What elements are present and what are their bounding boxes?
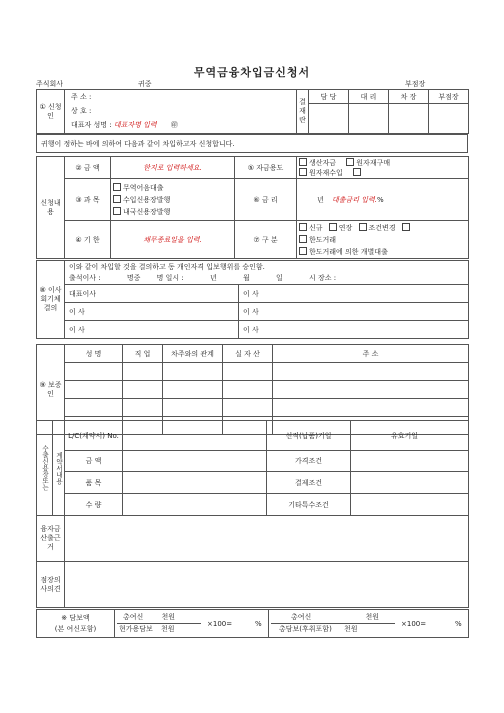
type-option-2: 연장 — [338, 223, 353, 232]
approval-col-3: 차 장 — [389, 90, 429, 104]
attendance-month: 월 — [242, 273, 250, 282]
collateral-ratio-1[interactable] — [115, 610, 269, 638]
rate-value: 대출금리 입력. — [332, 195, 378, 204]
guarantor-cell[interactable] — [163, 381, 223, 399]
guarantor-cell[interactable] — [223, 363, 273, 381]
guarantor-cell[interactable] — [223, 399, 273, 417]
guarantor-col-assets: 실 자 산 — [223, 345, 273, 363]
subject-option-2: 수입신용장발행 — [123, 195, 171, 204]
guarantor-cell[interactable] — [123, 381, 163, 399]
collateral-table — [36, 609, 469, 638]
unit-2: 천원 — [161, 625, 175, 633]
shipping-date-label: 선적(납품)기일 — [267, 421, 351, 451]
special-terms-label: 기타특수조건 — [267, 494, 351, 516]
lc-number-label: L/C(계약서) No. — [65, 421, 123, 451]
board-row-1-left[interactable]: 대표이사 — [65, 285, 239, 303]
amount-label: ② 금 액 — [65, 157, 111, 179]
company-prefix: 주식회사 — [36, 80, 64, 88]
approval-sign-1[interactable] — [309, 104, 349, 134]
attendance-line — [69, 273, 466, 284]
rate-suffix: % — [377, 195, 384, 204]
export-amount-label: 금 액 — [65, 451, 123, 472]
guarantor-col-job: 직 업 — [123, 345, 163, 363]
guarantor-cell[interactable] — [65, 363, 123, 381]
export-table — [36, 420, 469, 516]
collateral-ratio-2[interactable] — [269, 610, 469, 638]
guarantor-cell[interactable] — [273, 399, 469, 417]
basis-label: 융자금산출근거 — [37, 516, 65, 562]
company-name-label: 상 호 : — [71, 106, 92, 115]
guarantor-cell[interactable] — [163, 363, 223, 381]
rate-prefix: 년 — [317, 195, 324, 204]
attendance-year: 년 — [209, 273, 217, 282]
purpose-options — [297, 157, 469, 179]
type-checkbox-3[interactable] — [359, 223, 367, 231]
special-terms-value[interactable] — [351, 494, 469, 516]
type-checkbox-6[interactable] — [299, 247, 307, 255]
attendance-day: 일 — [275, 273, 283, 282]
guarantor-cell[interactable] — [65, 381, 123, 399]
guarantor-cell[interactable] — [123, 363, 163, 381]
unit-3: 천원 — [365, 613, 380, 621]
subject-label: ③ 과 목 — [65, 179, 111, 221]
request-text: 귀행이 정하는 바에 의하여 다음과 같이 차입하고자 신청합니다. — [37, 135, 468, 153]
type-checkbox-5[interactable] — [299, 235, 307, 243]
purpose-checkbox-1[interactable] — [299, 158, 307, 166]
subject-checkbox-2[interactable] — [113, 195, 121, 203]
seal-mark: ㊞ — [170, 121, 178, 130]
subject-options — [111, 179, 235, 221]
type-option-1: 신규 — [309, 223, 323, 232]
guarantor-cell[interactable] — [273, 363, 469, 381]
collateral-label-1: ※ 담보액 — [61, 613, 90, 622]
company-name-field[interactable] — [65, 104, 297, 118]
board-row-3-right[interactable]: 이 사 — [239, 321, 469, 339]
price-terms-label: 가격조건 — [267, 451, 351, 472]
request-row — [36, 134, 468, 153]
loan-section-label: 신청내용 — [37, 157, 65, 259]
approval-sign-3[interactable] — [389, 104, 429, 134]
total-credit-label: 총여신 — [123, 613, 144, 621]
approval-label: 결재란 — [297, 90, 309, 134]
attendance-label: 출석이사 : — [69, 273, 101, 282]
formula-1: ×100= — [207, 620, 233, 628]
guarantor-cell[interactable] — [163, 399, 223, 417]
payment-terms-label: 결제조건 — [267, 472, 351, 494]
approval-col-2: 대 리 — [349, 90, 389, 104]
attendance-date-label: 명 일시 : — [156, 273, 184, 282]
rep-label: 대표자 성명 : — [71, 121, 112, 130]
subject-option-3: 내국신용장발행 — [123, 207, 171, 216]
unit-4: 천원 — [344, 625, 358, 633]
purpose-checkbox-2[interactable] — [346, 158, 354, 166]
export-amount-value[interactable] — [123, 451, 267, 472]
loan-table — [36, 156, 469, 259]
purpose-label: ⑤ 자금용도 — [235, 157, 297, 179]
period-value[interactable]: 채무종료일을 입력. — [111, 221, 235, 259]
total-collateral-label: 총담보(후취포함) — [279, 625, 332, 633]
guarantor-cell[interactable] — [65, 399, 123, 417]
export-qty-value[interactable] — [123, 494, 267, 516]
type-option-5: 한도거래에 의한 개별대출 — [309, 247, 388, 256]
export-item-value[interactable] — [123, 472, 267, 494]
recipient-label: 귀중 — [138, 80, 152, 88]
percent-1: % — [255, 620, 262, 628]
price-terms-value[interactable] — [351, 451, 469, 472]
rep-value: 대표자명 입력 — [113, 121, 157, 130]
guarantor-row — [37, 399, 469, 417]
board-row-3-left[interactable]: 이 사 — [65, 321, 239, 339]
guarantor-cell[interactable] — [223, 381, 273, 399]
board-row-1-right[interactable]: 이 사 — [239, 285, 469, 303]
export-item-label: 품 목 — [65, 472, 123, 494]
validity-label: 유효기일 — [391, 431, 419, 440]
manager-label: 부점장 — [405, 80, 426, 88]
subject-option-1: 무역어음대출 — [123, 183, 164, 192]
subject-checkbox-1[interactable] — [113, 183, 121, 191]
purpose-option-1: 생산자금 — [309, 158, 337, 167]
type-checkbox-4[interactable] — [402, 223, 410, 231]
resolution-text: 이와 같이 차입할 것을 결의하고 동 개인자격 입보행위를 승인함. — [69, 262, 265, 271]
board-table — [36, 260, 469, 339]
purpose-checkbox-4[interactable] — [353, 168, 361, 176]
basis-value[interactable] — [65, 516, 469, 562]
period-label: ④ 기 한 — [65, 221, 111, 259]
type-options — [297, 221, 469, 259]
current-collateral-label: 현가용담보 — [119, 625, 153, 633]
lc-number-value[interactable] — [123, 421, 267, 451]
purpose-checkbox-3[interactable] — [299, 168, 307, 176]
payment-terms-value[interactable] — [351, 472, 469, 494]
attendance-count: 명중 — [126, 273, 141, 282]
unit-1: 천원 — [161, 613, 176, 621]
purpose-option-3: 원자재수입 — [309, 168, 343, 177]
type-option-3: 조건변경 — [368, 223, 396, 232]
guarantor-cell[interactable] — [273, 381, 469, 399]
board-row-2-left[interactable]: 이 사 — [65, 303, 239, 321]
type-checkbox-2[interactable] — [329, 223, 337, 231]
amount-value[interactable]: 한지로 입력하세요. — [111, 157, 235, 179]
total-credit-label-2: 총여신 — [291, 613, 312, 621]
collateral-label — [37, 610, 115, 638]
rate-field[interactable] — [297, 179, 469, 221]
approval-sign-4[interactable] — [429, 104, 469, 134]
purpose-option-2: 원자재구매 — [356, 158, 391, 167]
collateral-label-2: (본 여신포함) — [54, 624, 97, 633]
export-qty-label: 수 량 — [65, 494, 123, 516]
validity-cell[interactable] — [351, 421, 469, 451]
guarantor-col-name: 성 명 — [65, 345, 123, 363]
basis-table — [36, 515, 469, 608]
board-section-label: ⑧ 이사회기체결의 — [37, 261, 65, 339]
percent-2: % — [455, 620, 462, 628]
guarantor-row — [37, 381, 469, 399]
guarantor-section-label: ⑨ 보증인 — [37, 345, 65, 435]
guarantor-row — [37, 363, 469, 381]
guarantor-col-relation: 차주와의 관계 — [163, 345, 223, 363]
address-field[interactable] — [65, 90, 297, 104]
export-sub-label: 계약서내용 — [53, 421, 65, 516]
formula-2: ×100= — [401, 620, 427, 628]
type-label: ⑦ 구 분 — [235, 221, 297, 259]
approval-col-1: 담 당 — [309, 90, 349, 104]
guarantor-col-address: 주 소 — [273, 345, 469, 363]
approval-sign-2[interactable] — [349, 104, 389, 134]
rep-name-field[interactable] — [65, 118, 297, 134]
subject-checkbox-3[interactable] — [113, 207, 121, 215]
page-title: 무역금융차입금신청서 — [193, 66, 311, 79]
board-resolution — [65, 261, 469, 285]
approval-col-4: 부점장 — [429, 90, 469, 104]
type-checkbox-1[interactable] — [299, 223, 307, 231]
export-section-label: 수출신용장또는 — [37, 421, 53, 516]
type-option-4: 한도거래 — [309, 235, 337, 244]
opinion-value[interactable] — [65, 562, 469, 608]
board-row-2-right[interactable]: 이 사 — [239, 303, 469, 321]
applicant-section-label: ① 신청인 — [37, 90, 65, 134]
opinion-label: 점장의사의견 — [37, 562, 65, 608]
address-label: 주 소 : — [71, 92, 92, 101]
rate-label: ⑥ 금 리 — [235, 179, 297, 221]
applicant-table — [36, 89, 469, 134]
attendance-place: 시 장소 : — [308, 273, 337, 282]
guarantor-cell[interactable] — [123, 399, 163, 417]
